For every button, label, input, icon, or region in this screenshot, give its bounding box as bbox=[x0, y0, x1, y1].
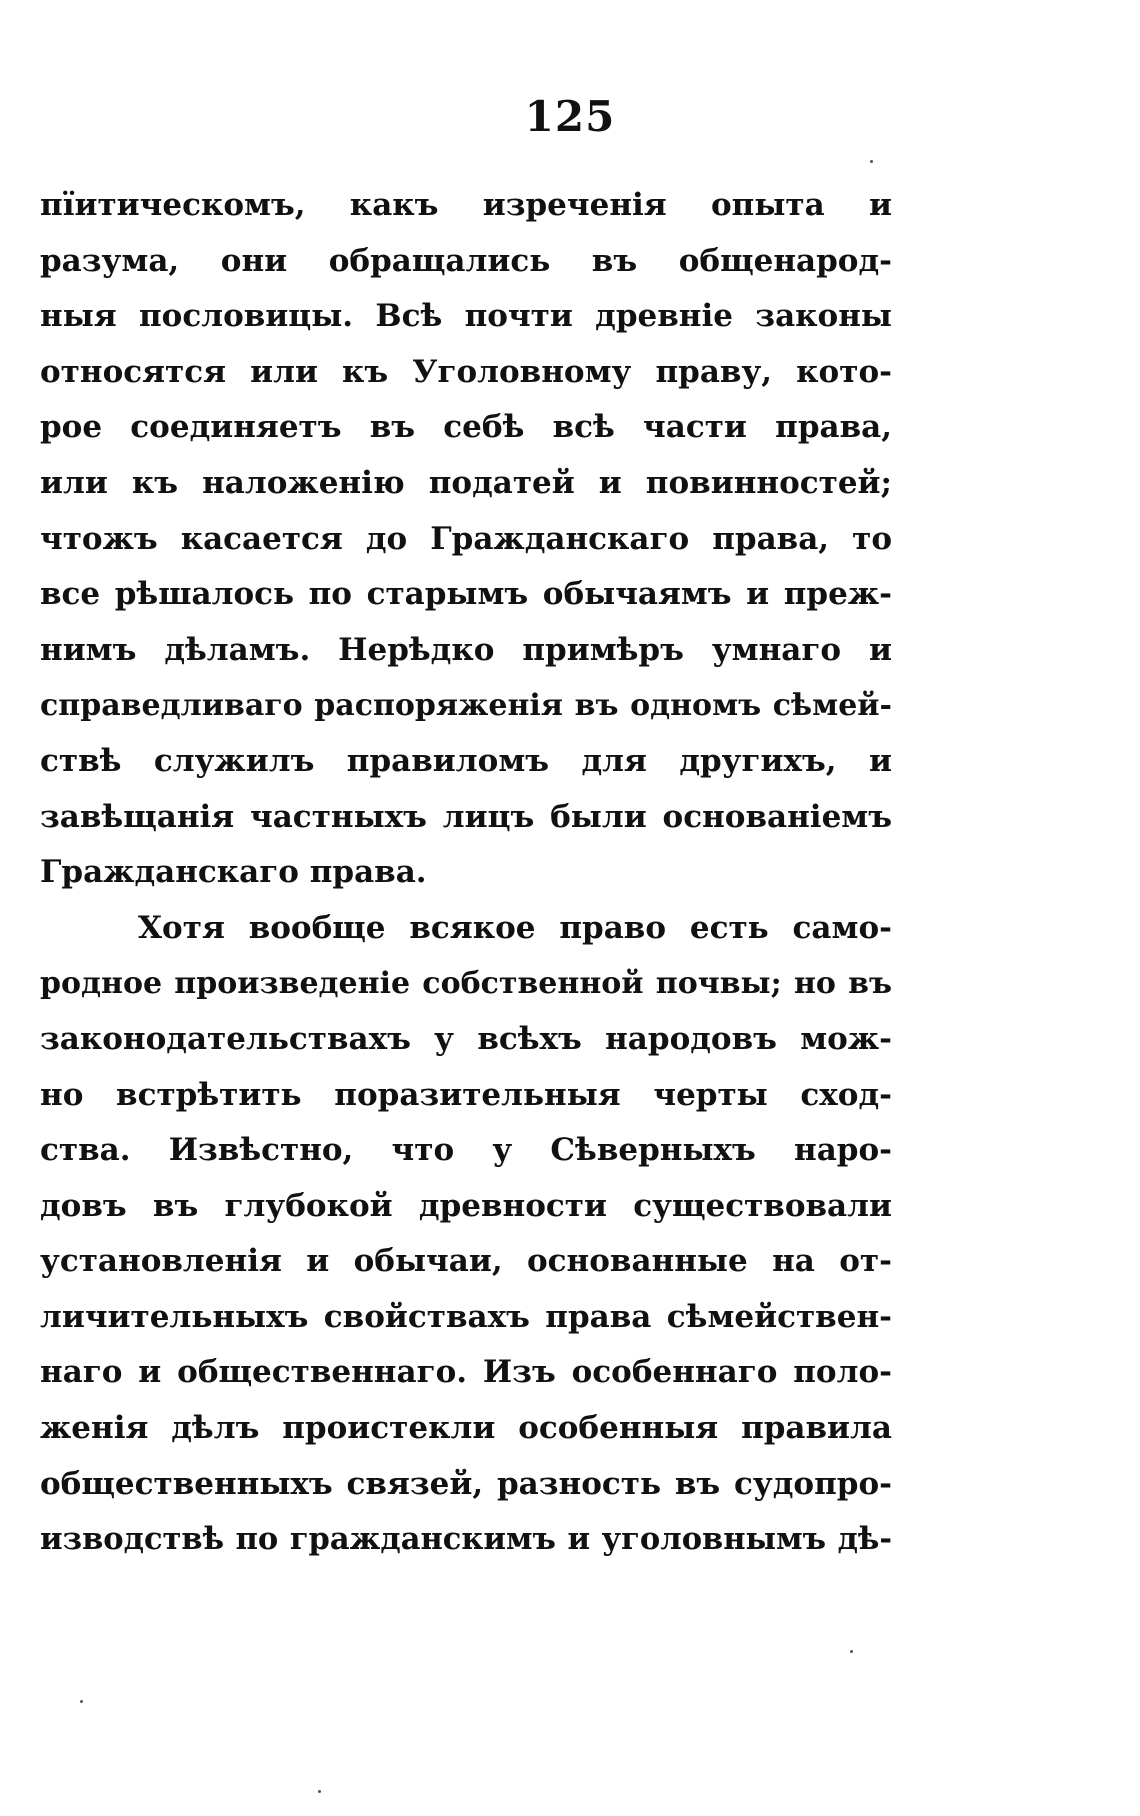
text-line: рое соединяетъ въ себѣ всѣ части права, bbox=[40, 409, 892, 446]
text-line: пїитическомъ, какъ изреченія опыта и bbox=[40, 187, 892, 223]
text-line: или къ наложенію податей и повинностей; bbox=[40, 464, 892, 501]
text-line: родное произведеніе собственной почвы; но въ bbox=[40, 966, 892, 1002]
text-line: но встрѣтить поразительныя черты сход- bbox=[40, 1076, 892, 1113]
scan-speck bbox=[318, 1790, 321, 1793]
text-line: личительныхъ свойствахъ права сѣмействен- bbox=[40, 1298, 892, 1335]
text-line: Хотя вообще всякое право есть само- bbox=[138, 909, 892, 946]
text-line: изводствѣ по гражданскимъ и уголовнымъ дѣ- bbox=[40, 1521, 892, 1558]
text-line: Гражданскаго права. bbox=[40, 854, 427, 891]
text-line: все рѣшалось по старымъ обычаямъ и преж- bbox=[40, 576, 892, 613]
scan-speck bbox=[850, 1650, 853, 1653]
text-line: законодательствахъ у всѣхъ народовъ мож- bbox=[40, 1020, 892, 1057]
scan-speck bbox=[870, 160, 873, 163]
text-line: наго и общественнаго. Изъ особеннаго поло- bbox=[40, 1354, 892, 1391]
text-line: установленія и обычаи, основанные на от- bbox=[40, 1243, 892, 1280]
text-line: чтожъ касается до Гражданскаго права, то bbox=[40, 520, 892, 557]
text-line: ствѣ служилъ правиломъ для другихъ, и bbox=[40, 742, 892, 779]
text-line: относятся или къ Уголовному праву, кото- bbox=[40, 353, 892, 390]
text-line: справедливаго распоряженія въ одномъ сѣмей- bbox=[40, 688, 892, 724]
text-line: общественныхъ связей, разность въ судопро- bbox=[40, 1465, 892, 1502]
text-line: женія дѣлъ проистекли особенныя правила bbox=[40, 1410, 892, 1447]
page-number: 125 bbox=[524, 92, 616, 141]
text-line: завѣщанія частныхъ лицъ были основаніемъ bbox=[40, 798, 892, 835]
text-line: нимъ дѣламъ. Нерѣдко примѣръ умнаго и bbox=[40, 631, 892, 668]
text-line: ства. Извѣстно, что у Сѣверныхъ наро- bbox=[40, 1132, 892, 1169]
text-line: ныя пословицы. Всѣ почти древніе законы bbox=[40, 298, 892, 335]
text-line: разума, они обращались въ общенарод- bbox=[40, 242, 892, 279]
body-text bbox=[40, 178, 892, 1568]
paragraph bbox=[40, 178, 892, 901]
text-line: довъ въ глубокой древности существовали bbox=[40, 1187, 892, 1224]
paragraph bbox=[40, 901, 892, 1568]
scan-speck bbox=[80, 1700, 83, 1703]
